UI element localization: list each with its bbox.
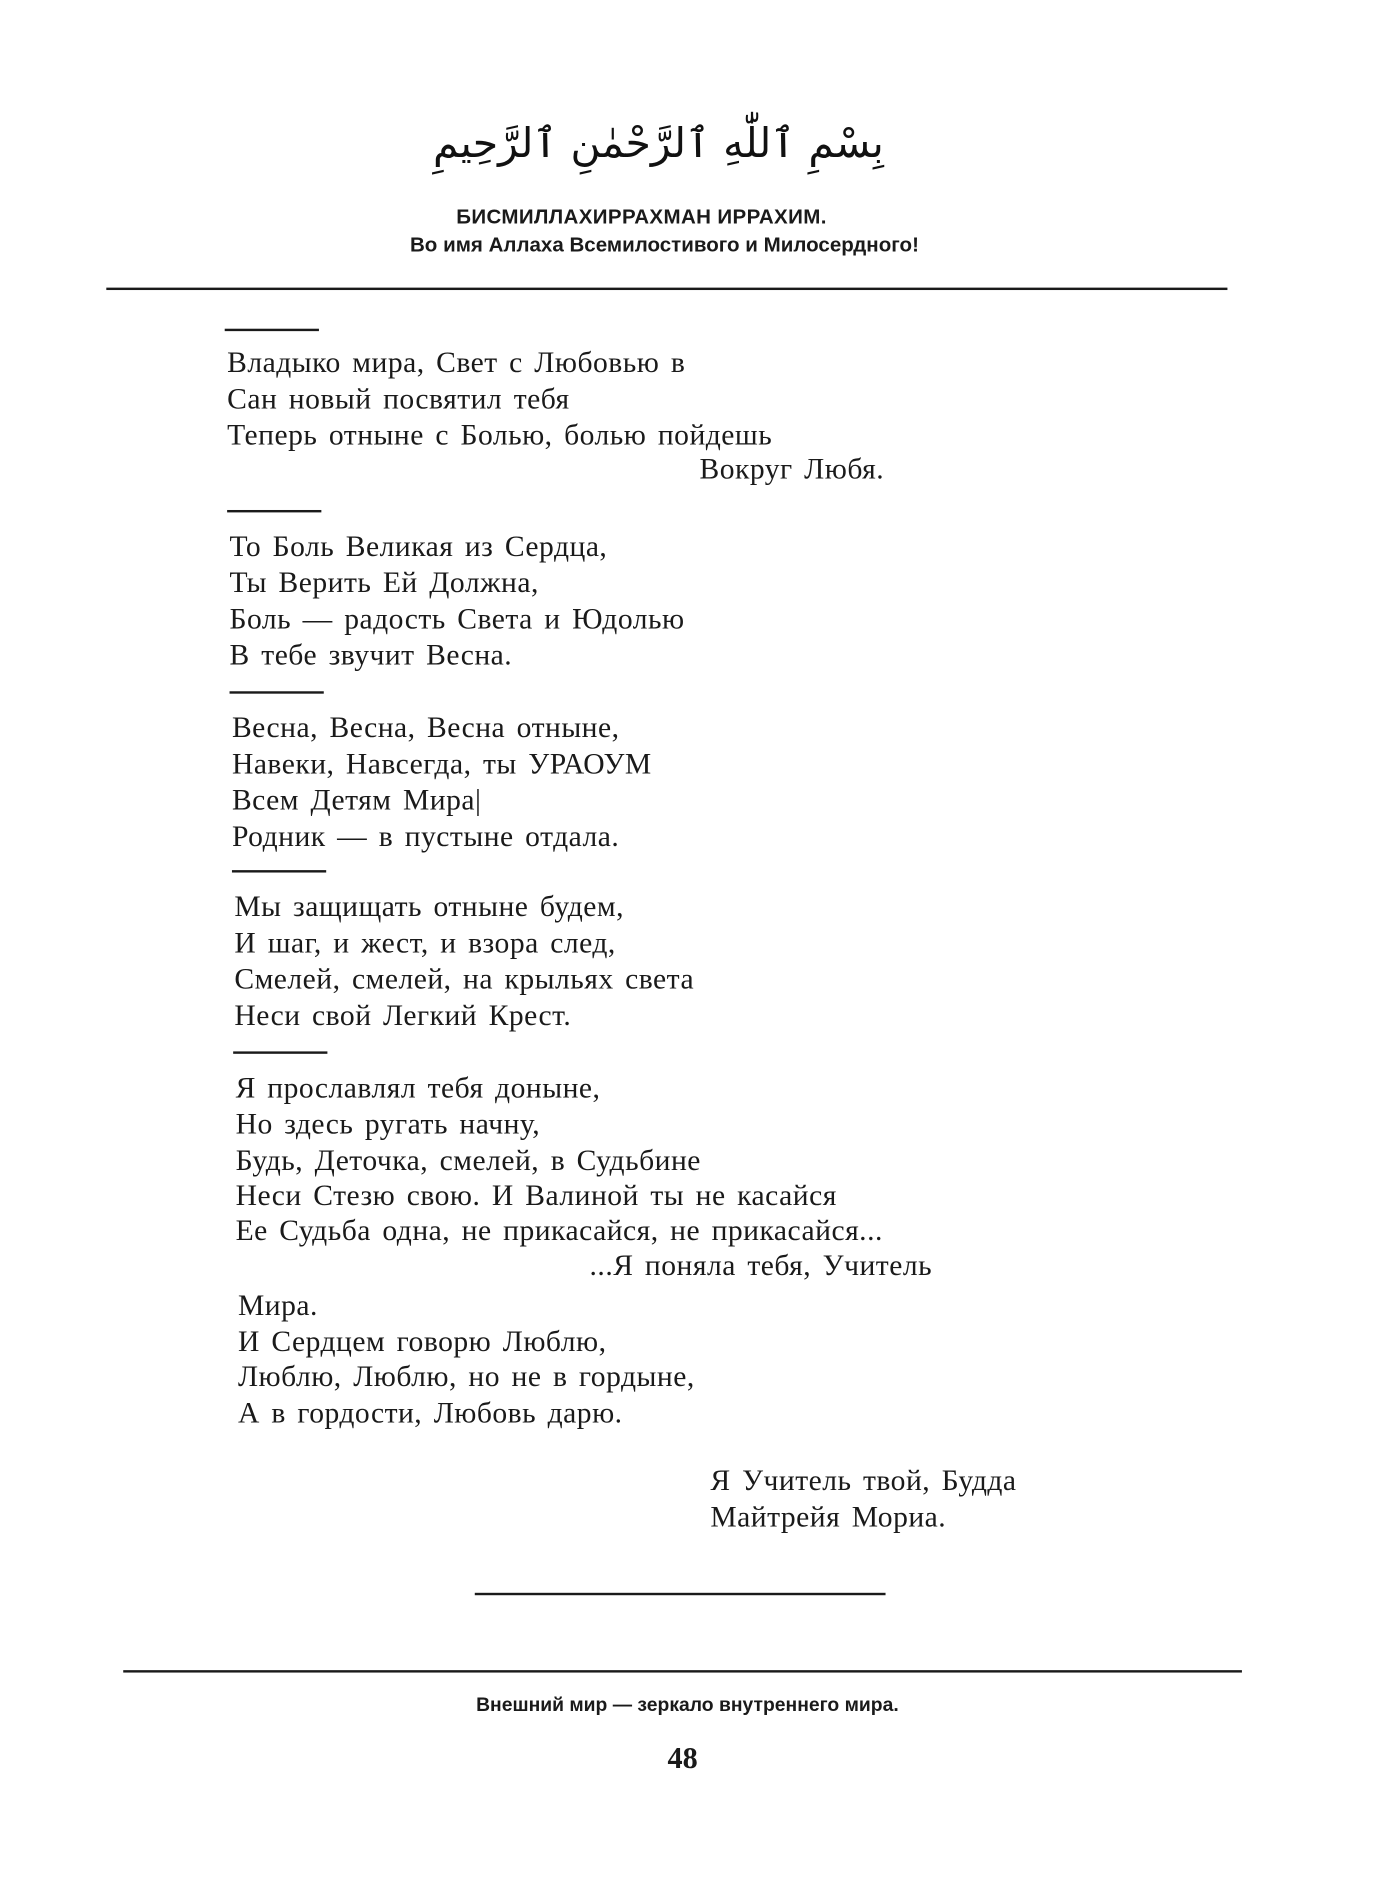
poem-line: Сан новый посвятил тебя: [227, 383, 570, 416]
poem-line: Я прославлял тебя доныне,: [235, 1071, 601, 1105]
poem-line: Неси свой Легкий Крест.: [234, 999, 572, 1033]
footer-motto: Внешний мир — зеркало внутреннего мира.: [476, 1695, 899, 1717]
signature-line: Я Учитель твой, Будда: [710, 1464, 1017, 1498]
poem-line: Владыко мира, Свет с Любовью в: [227, 346, 686, 380]
header-subtitle: Во имя Аллаха Всемилостивого и Милосердного!: [409, 233, 919, 257]
stanza-divider: [230, 691, 324, 693]
page-number: 48: [667, 1742, 698, 1776]
poem-line: Вокруг Любя.: [699, 453, 885, 486]
poem-line: То Боль Великая из Сердца,: [229, 530, 608, 564]
stanza-divider: [233, 1051, 327, 1053]
poem-line: Мы защищать отныне будем,: [234, 890, 625, 924]
poem-line: Боль — радость Света и Юдолью: [229, 603, 685, 636]
poem-line: Родник — в пустыне отдала.: [231, 820, 620, 854]
poem-line: Мира.: [237, 1289, 318, 1323]
poem-line: Смелей, смелей, на крыльях света: [234, 963, 695, 996]
poem-line: Но здесь ругать начну,: [235, 1108, 541, 1141]
header-title: БИСМИЛЛАХИРРАХМАН ИРРАХИМ.: [456, 205, 827, 229]
stanza-divider: [227, 510, 321, 512]
poem-line: Ее Судьба одна, не прикасайся, не прикасайся...: [235, 1214, 883, 1248]
poem-line: Навеки, Навсегда, ты УРАОУМ: [231, 748, 652, 781]
poem-line: Теперь отныне с Болью, болью пойдешь: [227, 419, 773, 452]
footer-divider: [123, 1670, 1242, 1672]
poem-line: Неси Стезю свою. И Валиной ты не касайся: [235, 1179, 837, 1213]
signature-line: Майтрейя Мориа.: [710, 1500, 947, 1534]
poem-line: ...Я поняла тебя, Учитель: [589, 1249, 933, 1283]
poem-line: И Сердцем говорю Люблю,: [237, 1325, 607, 1359]
poem-line: Люблю, Люблю, но не в гордыне,: [237, 1360, 695, 1394]
poem-line: Ты Верить Ей Должна,: [229, 566, 539, 600]
poem-line: Будь, Деточка, смелей, в Судьбине: [235, 1144, 701, 1178]
stanza-divider: [225, 329, 319, 331]
poem-line: В тебе звучит Весна.: [229, 639, 513, 672]
poem-line: И шаг, и жест, и взора след,: [234, 926, 616, 960]
poem-line: Всем Детям Мира|: [231, 784, 482, 817]
poem-line: Весна, Весна, Весна отныне,: [231, 711, 620, 745]
poem-line: А в гордости, Любовь дарю.: [237, 1397, 623, 1430]
basmala-text: بِسْمِ ٱللّٰهِ ٱلرَّحْمٰنِ ٱلرَّحِيمِ: [433, 119, 884, 168]
stanza-divider: [232, 870, 326, 872]
end-divider: [475, 1593, 886, 1595]
